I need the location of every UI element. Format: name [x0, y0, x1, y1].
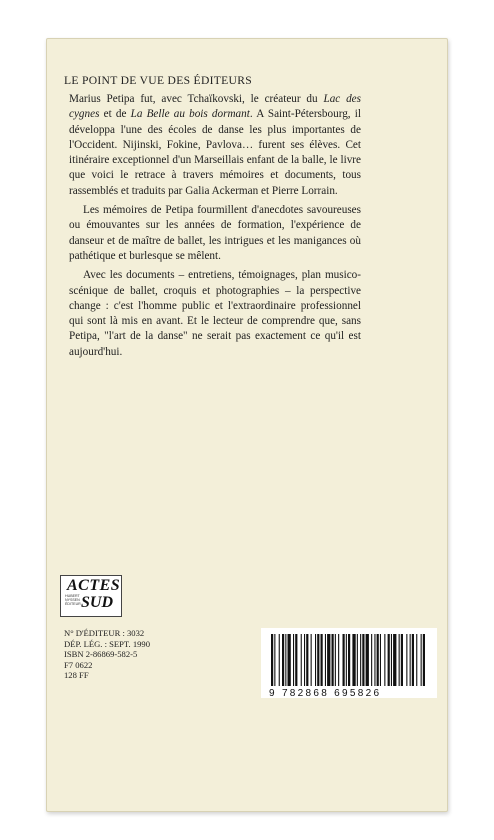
blurb-text: [69, 92, 361, 360]
publication-info: [64, 628, 204, 681]
publication-info-line: N° D'ÉDITEUR : 3032: [64, 628, 145, 638]
blurb-paragraph: Avec les documents – entretiens, témoignages, plan musico-scénique de ballet, croquis et photographies – la perspective change : c'est l'homme public et l'extraordinaire professionnel qui sont là mis en avant. Et le lecteur de comprendre que, sans Petipa, "l'art de la danse" ne serait pas exactement ce qu'il est aujourd'hui.: [69, 269, 361, 358]
barcode-label: [261, 628, 437, 698]
cover-heading: LE POINT DE VUE DES ÉDITEURS: [64, 74, 252, 87]
publication-info-line: ISBN 2-86869-582-5: [64, 649, 138, 659]
publisher-logo-small: HUBERT NYSSEN ÉDITEUR: [65, 594, 81, 606]
publisher-logo-top: ACTES: [67, 577, 121, 594]
blurb-paragraph: Marius Petipa fut, avec Tchaïkovski, le créateur du Lac des cygnes et de La Belle au bois dormant. A Saint-Pétersbourg, il développa l'une des écoles de danse les plus importantes de l'Occident. Nijinski, Fokine, Pavlova… furent ses élèves. Cet itinéraire exceptionnel d'un Marseillais enfant de la balle, le livre que voici le retrace à travers mémoires et documents, tous rassemblés et traduits par Galia Ackerman et Pierre Lorrain.: [69, 93, 361, 197]
blurb-paragraph: Les mémoires de Petipa fourmillent d'anecdotes savoureuses ou émouvantes sur les années de formation, l'expérience de danseur et de maître de ballet, les intrigues et les manigances où pathétique et burlesque se mêlent.: [69, 204, 361, 262]
publication-info-line: F7 0622: [64, 659, 93, 670]
barcode-icon: [269, 634, 429, 686]
publication-info-line: DÉP. LÉG. : SEPT. 1990: [64, 638, 151, 649]
publication-info-line: 128 FF: [64, 670, 89, 680]
publisher-logo-bottom: SUD: [81, 594, 114, 611]
barcode-number: 9 782868 695826: [269, 688, 382, 699]
publisher-logo: [60, 575, 122, 617]
